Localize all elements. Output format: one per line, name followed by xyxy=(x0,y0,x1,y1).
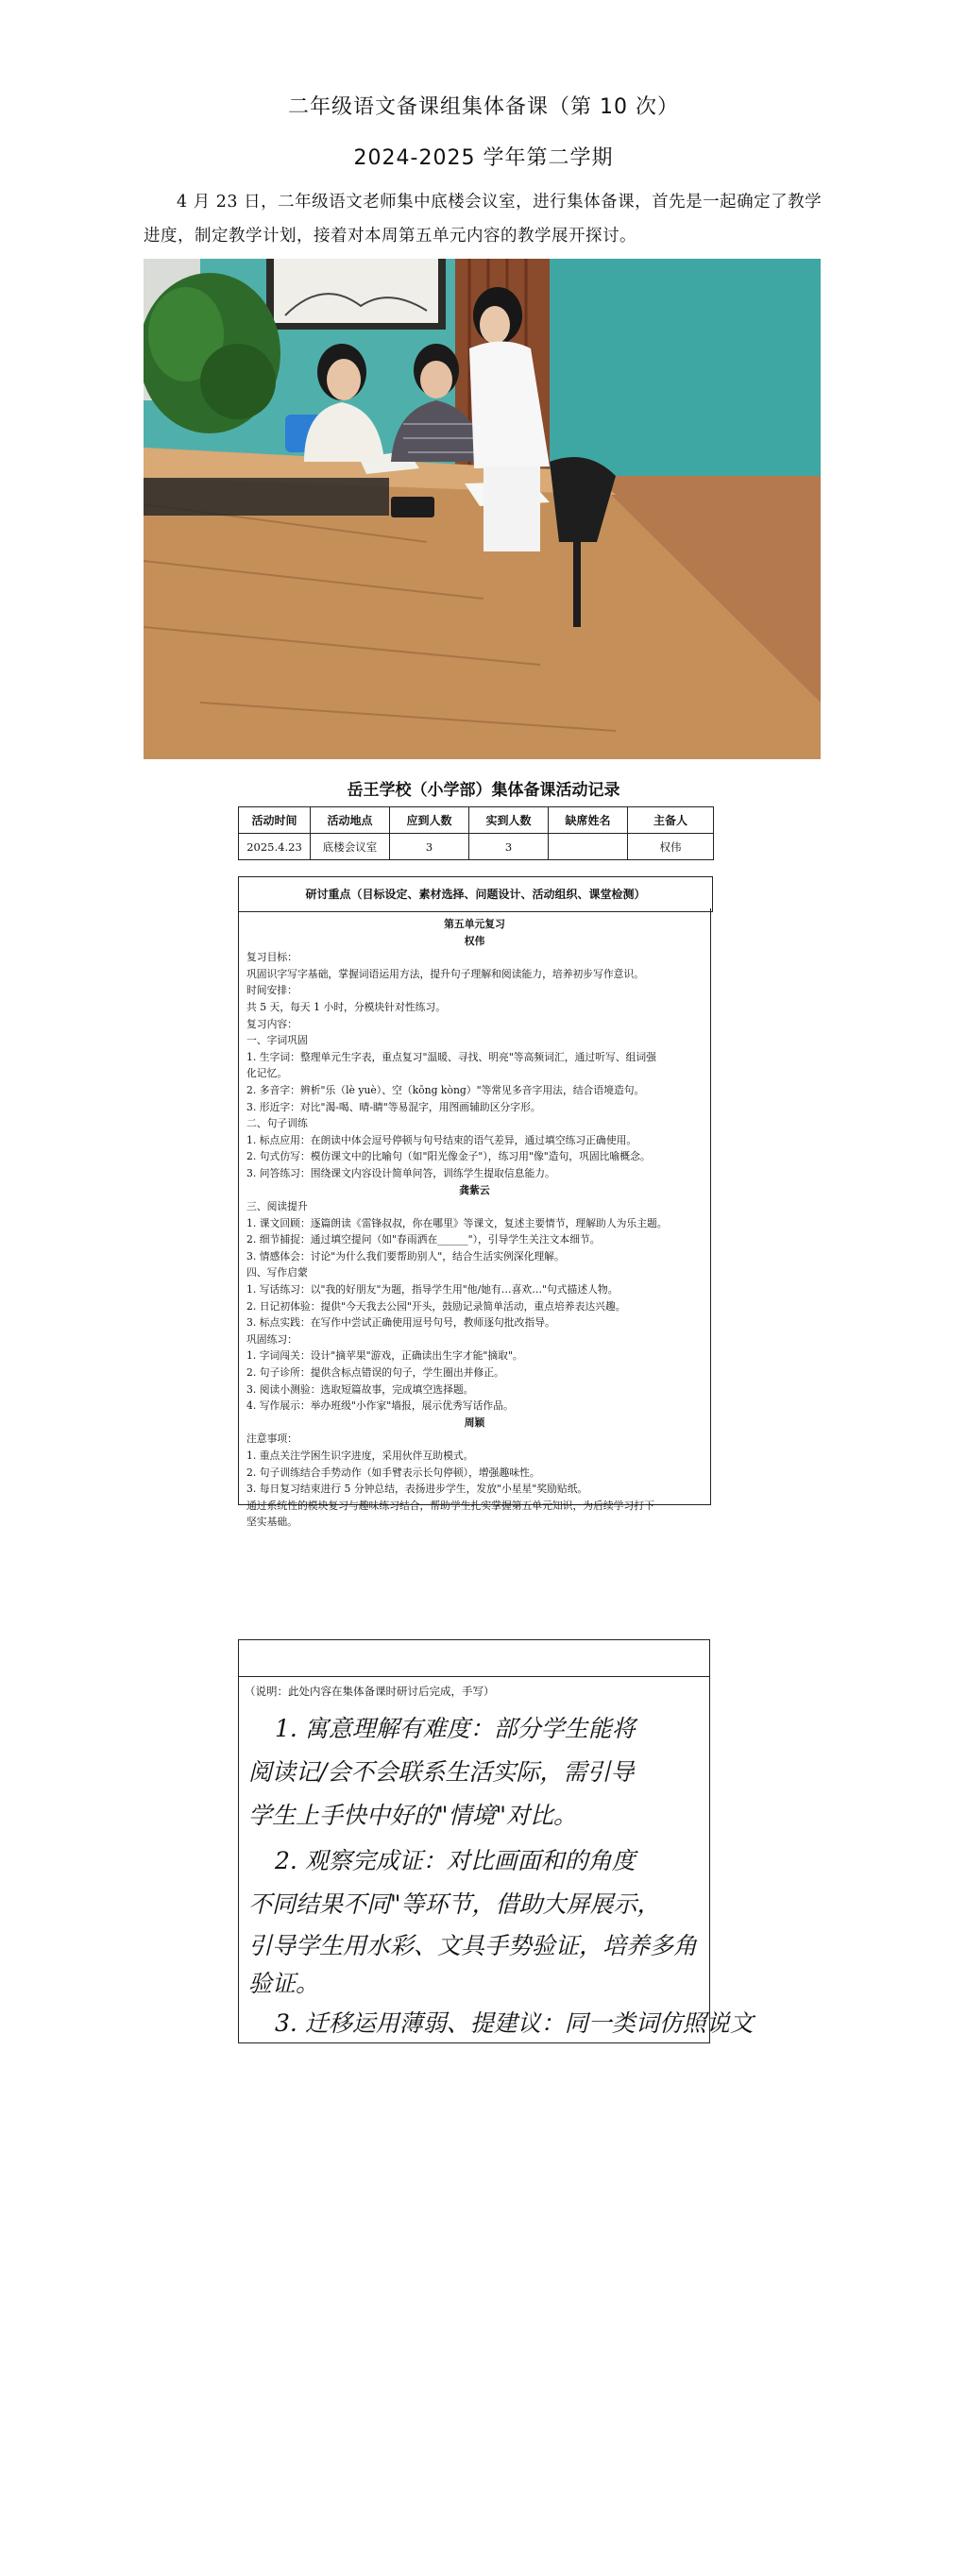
content-line: 化记忆。 xyxy=(246,1067,288,1080)
content-line: 2. 句式仿写：模仿课文中的比喻句（如"阳光像金子"），练习用"像"造句，巩固比喻概念。 xyxy=(246,1150,651,1163)
table-row xyxy=(239,807,714,834)
handwritten-note-label: （说明：此处内容在集体备课时研讨后完成，手写） xyxy=(245,1685,495,1698)
record-info-table xyxy=(238,806,714,860)
content-line: 复习目标： xyxy=(246,951,297,964)
content-line: 注意事项： xyxy=(246,1432,297,1446)
record-title: 岳王学校（小学部）集体备课活动记录 xyxy=(347,781,620,800)
intro-paragraph: 4 月 23 日，二年级语文老师集中底楼会议室，进行集体备课，首先是一起确定了教学进度，制定教学计划，接着对本周第五单元内容的教学展开探讨。 xyxy=(144,193,823,246)
handwritten-line: 验证。 xyxy=(248,1970,320,1997)
handwritten-line: 阅读记/会不会联系生活实际，需引导 xyxy=(248,1758,635,1786)
content-line: 三、阅读提升 xyxy=(246,1200,308,1213)
content-line: 3. 标点实践：在写作中尝试正确使用逗号句号，教师逐句批改指导。 xyxy=(246,1316,555,1330)
handwriting xyxy=(239,1697,768,2046)
content-line: 复习内容： xyxy=(246,1017,297,1030)
meeting-photo-icon xyxy=(144,259,821,759)
content-line: 2. 日记初体验：提供"今天我去公园"开头，鼓励记录简单活动，重点培养表达兴趣。 xyxy=(246,1299,626,1313)
handwritten-line: 学生上手快中好的"情境"对比。 xyxy=(248,1802,577,1829)
content-line: 巩固练习： xyxy=(246,1332,297,1346)
content-line: 1. 课文回顾：逐篇朗读《雷锋叔叔，你在哪里》等课文，复述主要情节，理解助人为乐主题。 xyxy=(246,1216,668,1229)
table-header: 缺席姓名 xyxy=(549,807,628,834)
content-line: 3. 形近字：对比"渴-喝、晴-睛"等易混字，用图画辅助区分字形。 xyxy=(246,1100,541,1113)
table-header: 活动地点 xyxy=(311,807,390,834)
table-header: 活动时间 xyxy=(239,807,311,834)
content-line: 四、写作启蒙 xyxy=(246,1266,308,1280)
table-cell: 3 xyxy=(469,834,549,860)
handwritten-line: 2. 观察完成证：对比画面和的角度 xyxy=(275,1847,636,1874)
content-line: 3. 每日复习结束进行 5 分钟总结，表扬进步学生，发放"小星星"奖励贴纸。 xyxy=(246,1483,588,1496)
page-subtitle: 2024-2025 学年第二学期 xyxy=(353,146,614,170)
author-name: 龚紫云 xyxy=(459,1183,490,1196)
author-name: 周颖 xyxy=(464,1415,485,1429)
table-cell: 3 xyxy=(390,834,469,860)
content-line: 3. 阅读小测验：选取短篇故事，完成填空选择题。 xyxy=(246,1382,474,1396)
content-line: 2. 句子诊所：提供含标点错误的句子，学生圈出并修正。 xyxy=(246,1366,504,1380)
content-line: 1. 生字词：整理单元生字表，重点复习"温暖、寻找、明亮"等高频词汇，通过听写、组词强 xyxy=(246,1050,656,1063)
table-cell xyxy=(549,834,628,860)
content-line: 一、字词巩固 xyxy=(246,1034,308,1047)
content-section-c xyxy=(246,1431,703,1531)
page-title: 二年级语文备课组集体备课（第 10 次） xyxy=(288,95,679,119)
handwritten-notes-box xyxy=(238,1639,754,2043)
content-section-a xyxy=(246,949,703,1181)
table-cell: 2025.4.23 xyxy=(239,834,311,860)
content-line: 3. 问答练习：围绕课文内容设计简单问答，训练学生提取信息能力。 xyxy=(246,1166,555,1179)
content-line: 通过系统性的模块复习与趣味练习结合，帮助学生扎实掌握第五单元知识，为后续学习打下 xyxy=(246,1499,654,1512)
content-line: 4. 写作展示：举办班级"小作家"墙报，展示优秀写话作品。 xyxy=(246,1399,514,1413)
content-section-b xyxy=(246,1198,703,1415)
lesson-content xyxy=(238,908,711,1529)
divider xyxy=(239,1676,709,1677)
meeting-photo xyxy=(144,259,821,759)
focus-heading: 研讨重点（目标设定、素材选择、问题设计、活动组织、课堂检测） xyxy=(238,876,713,912)
content-line: 巩固识字写字基础，掌握词语运用方法，提升句子理解和阅读能力，培养初步写作意识。 xyxy=(246,967,645,980)
handwritten-line: 引导学生用水彩、文具手势验证，培养多角 xyxy=(248,1932,698,1959)
table-cell: 底楼会议室 xyxy=(311,834,390,860)
content-line: 1. 字词闯关：设计"摘苹果"游戏，正确读出生字才能"摘取"。 xyxy=(246,1349,523,1363)
content-line: 共 5 天，每天 1 小时，分模块针对性练习。 xyxy=(246,1000,447,1013)
content-line: 2. 细节捕捉：通过填空提问（如"春雨洒在______"），引导学生关注文本细节。 xyxy=(246,1233,601,1246)
content-line: 坚实基础。 xyxy=(246,1516,297,1529)
content-line: 时间安排： xyxy=(246,984,297,997)
content-line: 1. 重点关注学困生识字进度，采用伙伴互助模式。 xyxy=(246,1449,474,1462)
handwritten-line: 不同结果不同"等环节，借助大屏展示， xyxy=(248,1890,661,1918)
content-line: 1. 写话练习：以"我的好朋友"为题，指导学生用"他/她有…喜欢…"句式描述人物。 xyxy=(246,1283,619,1296)
handwritten-line: 3. 迁移运用薄弱、提建议：同一类词仿照说文 xyxy=(275,2009,754,2037)
unit-title: 第五单元复习 xyxy=(444,918,505,930)
author-name: 权伟 xyxy=(464,934,485,947)
table-header: 主备人 xyxy=(628,807,714,834)
table-header: 实到人数 xyxy=(469,807,549,834)
content-line: 2. 多音字：辨析"乐（lè yuè）、空（kōng kòng）"等常见多音字用法，结合语境造句。 xyxy=(246,1083,645,1096)
table-header: 应到人数 xyxy=(390,807,469,834)
table-row xyxy=(239,834,714,860)
table-cell: 权伟 xyxy=(628,834,714,860)
content-line: 2. 句子训练结合手势动作（如手臂表示长句停顿），增强趣味性。 xyxy=(246,1466,540,1479)
handwritten-line: 1. 寓意理解有难度：部分学生能将 xyxy=(275,1715,636,1742)
content-line: 1. 标点应用：在朗读中体会逗号停顿与句号结束的语气差异，通过填空练习正确使用。 xyxy=(246,1133,637,1146)
content-line: 3. 情感体会：讨论"为什么我们要帮助别人"，结合生活实例深化理解。 xyxy=(246,1249,565,1263)
content-line: 二、句子训练 xyxy=(246,1117,308,1130)
